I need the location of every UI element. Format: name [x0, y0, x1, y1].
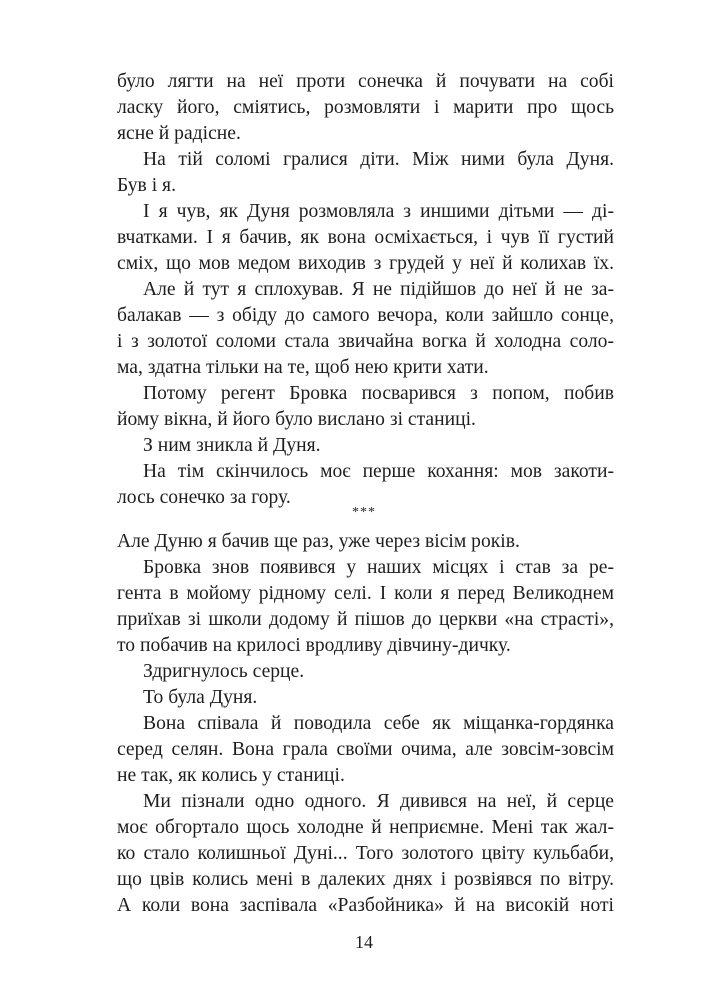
text-line: лось сонечко за гору.: [117, 487, 291, 508]
text-line: Вона співала й поводила себе як міщанка-гордянка: [143, 713, 614, 734]
text-line: Ми пізнали одно одного. Я дивився на неї, й серце: [143, 791, 614, 812]
text-line: йому вікна, й його було вислано зі станиці.: [117, 409, 476, 430]
text-line: ласку його, сміятись, розмовляти і марити про щось: [117, 97, 614, 118]
text-line: Бровка знов появився у наших місцях і став за ре-: [143, 557, 614, 578]
text-line: На тій соломі гралися діти. Між ними була Дуня.: [143, 149, 614, 170]
text-line: На тім скінчилось моє перше кохання: мов закоти-: [143, 461, 614, 482]
text-line: гента в мойому рідному селі. І коли я перед Великоднем: [117, 583, 614, 604]
text-line: балакав — з обіду до самого вечора, коли зайшло сонце,: [117, 305, 614, 326]
text-line: А коли вона заспівала «Разбойника» й на високій ноті: [117, 895, 614, 916]
text-line: що цвів колись мені в далеких днях і розвіявся по вітру.: [117, 869, 614, 890]
text-line: І я чув, як Дуня розмовляла з иншими дітьми — ді-: [143, 201, 614, 222]
page-number: 14: [355, 932, 373, 952]
text-line: ко стало колишньої Дуні... Того золотого цвіту кульбаби,: [117, 843, 614, 864]
text-line: моє обгортало щось холодне й неприємне. Мені так жал-: [117, 817, 614, 838]
text-line: ма, здатна тільки на те, щоб нею крити хати.: [117, 357, 489, 378]
text-line: Але Дуню я бачив ще раз, уже через вісім років.: [117, 531, 520, 552]
text-line: було лягти на неї проти сонечка й почувати на собі: [117, 71, 614, 92]
text-line: не так, як колись у станиці.: [117, 765, 345, 786]
section-separator: ***: [352, 505, 376, 520]
text-line: Був і я.: [117, 175, 176, 196]
text-line: Здригнулось серце.: [143, 661, 305, 682]
text-line: Але й тут я сплохував. Я не підійшов до неї й не за-: [143, 279, 614, 300]
text-line: і з золотої соломи стала звичайна вогка й холодна соло-: [117, 331, 614, 352]
text-line: серед селян. Вона грала своїми очима, але зовсім-зовсім: [117, 739, 614, 760]
text-line: Потому регент Бровка посварився з попом, побив: [143, 383, 614, 404]
text-block-bottom: [117, 529, 614, 919]
text-line: то побачив на крилосі вродливу дівчину-дичку.: [117, 635, 511, 656]
text-line: З ним зникла й Дуня.: [143, 435, 321, 456]
text-line: вчатками. І я бачив, як вона осміхається, і чув її густий: [117, 227, 614, 248]
text-line: То була Дуня.: [143, 687, 258, 708]
text-line: приїхав зі школи додому й пішов до церкви «на страсті»,: [117, 609, 614, 630]
text-line: сміх, що мов медом виходив з грудей у неї й колихав їх.: [117, 253, 614, 274]
text-line: ясне й радісне.: [117, 123, 241, 144]
text-block-top: [117, 69, 614, 511]
